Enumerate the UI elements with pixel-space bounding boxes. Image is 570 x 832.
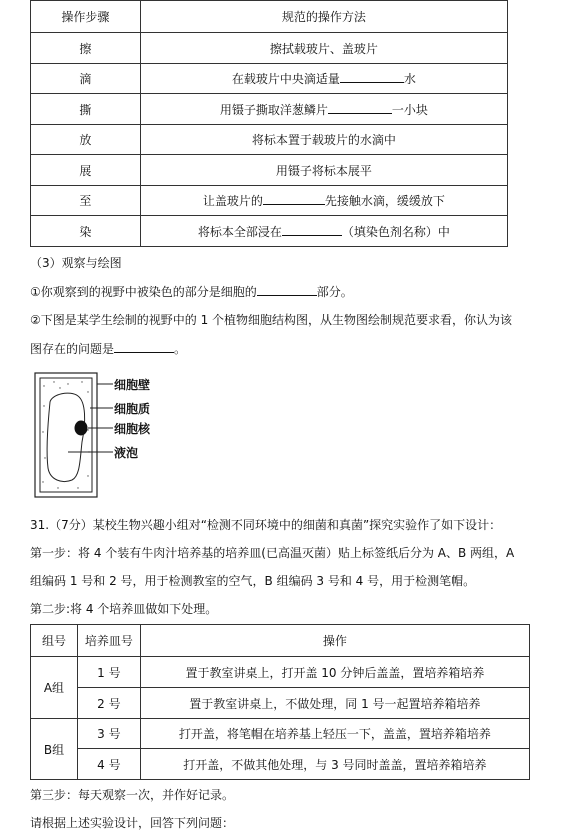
question-text: 图存在的问题是	[30, 342, 115, 356]
q31-line-3: 组编码 1 号和 2 号，用于检测教室的空气，B 组编码 3 号和 4 号，用于检测笔帽。	[30, 574, 476, 588]
operation-cell: 置于教室讲桌上，打开盖 10 分钟后盖盖，置培养箱培养	[140, 657, 529, 688]
table-row	[31, 155, 508, 186]
method-cell	[140, 94, 507, 125]
table-row	[31, 657, 530, 688]
method-cell	[140, 186, 507, 216]
answer-blank[interactable]	[282, 223, 342, 236]
method-text: 水	[403, 72, 416, 86]
group-cell: A组	[31, 657, 78, 719]
answer-prompt: 请根据上述实验设计，回答下列问题：	[30, 816, 235, 830]
table-header-cell: 组号	[31, 625, 78, 657]
nucleus	[75, 421, 88, 436]
table-header-row	[31, 1, 508, 33]
method-text: 一小块	[391, 102, 428, 117]
q31-line-4: 第二步:将 4 个培养皿做如下处理。	[30, 602, 218, 616]
step-cell: 放	[31, 125, 141, 155]
table-header-cell: 规范的操作方法	[140, 1, 507, 33]
table-header-cell: 操作步骤	[31, 1, 141, 33]
dish-table	[30, 624, 530, 780]
method-text: 先接触水滴，缓缓放下	[324, 194, 445, 208]
question-text: 。	[174, 342, 187, 356]
method-text: 在载玻片中央滴适量	[231, 72, 340, 86]
question-text: 部分。	[316, 285, 353, 299]
label-cytoplasm: 细胞质	[114, 402, 151, 416]
table-header-cell: 培养皿号	[77, 625, 140, 657]
question-2-line-1: ②下图是某学生绘制的视野中的 1 个植物细胞结构图，从生物图绘制规范要求看，你认为该	[30, 313, 513, 327]
q31-line-1: 31.（7分）某校生物兴趣小组对“检测不同环境中的细菌和真菌”探究实验作了如下设计：	[30, 518, 502, 532]
table-row	[31, 33, 508, 64]
table-row	[31, 64, 508, 94]
method-text: 擦拭载玻片、盖玻片	[269, 41, 378, 56]
question-1	[30, 283, 353, 300]
label-nucleus: 细胞核	[114, 422, 151, 436]
label-vacuole: 液泡	[114, 446, 139, 460]
question-text: ①你观察到的视野中被染色的部分是细胞的	[30, 285, 257, 299]
method-text: 将标本全部浸在	[197, 224, 282, 239]
plant-cell-diagram	[34, 372, 104, 500]
method-cell	[140, 155, 507, 186]
table-row	[31, 719, 530, 749]
table-header-row	[31, 625, 530, 657]
step-cell: 滴	[31, 64, 141, 94]
group-cell: B组	[31, 719, 78, 780]
dish-cell: 4 号	[77, 749, 140, 780]
section-title: （3）观察与绘图	[30, 256, 122, 270]
dish-cell: 3 号	[77, 719, 140, 749]
method-cell	[140, 33, 507, 64]
answer-blank[interactable]	[114, 340, 174, 353]
operation-cell: 置于教室讲桌上，不做处理，同 1 号一起置培养箱培养	[140, 688, 529, 719]
answer-blank[interactable]	[263, 192, 325, 205]
table-row	[31, 186, 508, 216]
table-row	[31, 94, 508, 125]
method-cell	[140, 125, 507, 155]
operation-cell: 打开盖，将笔帽在培养基上轻压一下，盖盖，置培养箱培养	[140, 719, 529, 749]
step-cell: 至	[31, 186, 141, 216]
step-3-text: 第三步：每天观察一次，并作好记录。	[30, 788, 235, 802]
dish-cell: 1 号	[77, 657, 140, 688]
dish-cell: 2 号	[77, 688, 140, 719]
method-text: 让盖玻片的	[202, 194, 263, 208]
question-2-line-2	[30, 340, 186, 357]
label-cell-wall: 细胞壁	[114, 378, 151, 392]
method-text: 用镊子将标本展平	[275, 163, 372, 178]
step-cell: 染	[31, 216, 141, 247]
answer-blank[interactable]	[328, 101, 392, 114]
label-leaders	[97, 372, 113, 472]
table-row	[31, 688, 530, 719]
step-cell: 擦	[31, 33, 141, 64]
table-header-cell: 操作	[140, 625, 529, 657]
method-cell	[140, 216, 507, 247]
table-row	[31, 749, 530, 780]
method-text: 用镊子撕取洋葱鳞片	[219, 102, 328, 117]
step-cell: 展	[31, 155, 141, 186]
q31-line-2: 第一步：将 4 个装有牛肉汁培养基的培养皿(已高温灭菌）贴上标签纸后分为 A、B 两组，A	[30, 546, 515, 560]
answer-blank[interactable]	[340, 70, 404, 83]
step-cell: 撕	[31, 94, 141, 125]
method-text: （填染色剂名称）中	[341, 224, 450, 239]
method-cell	[140, 64, 507, 94]
table-row	[31, 216, 508, 247]
procedure-table	[30, 0, 508, 247]
operation-cell: 打开盖，不做其他处理，与 3 号同时盖盖，置培养箱培养	[140, 749, 529, 780]
table-row	[31, 125, 508, 155]
method-text: 将标本置于载玻片的水滴中	[251, 133, 396, 147]
answer-blank[interactable]	[257, 283, 317, 296]
